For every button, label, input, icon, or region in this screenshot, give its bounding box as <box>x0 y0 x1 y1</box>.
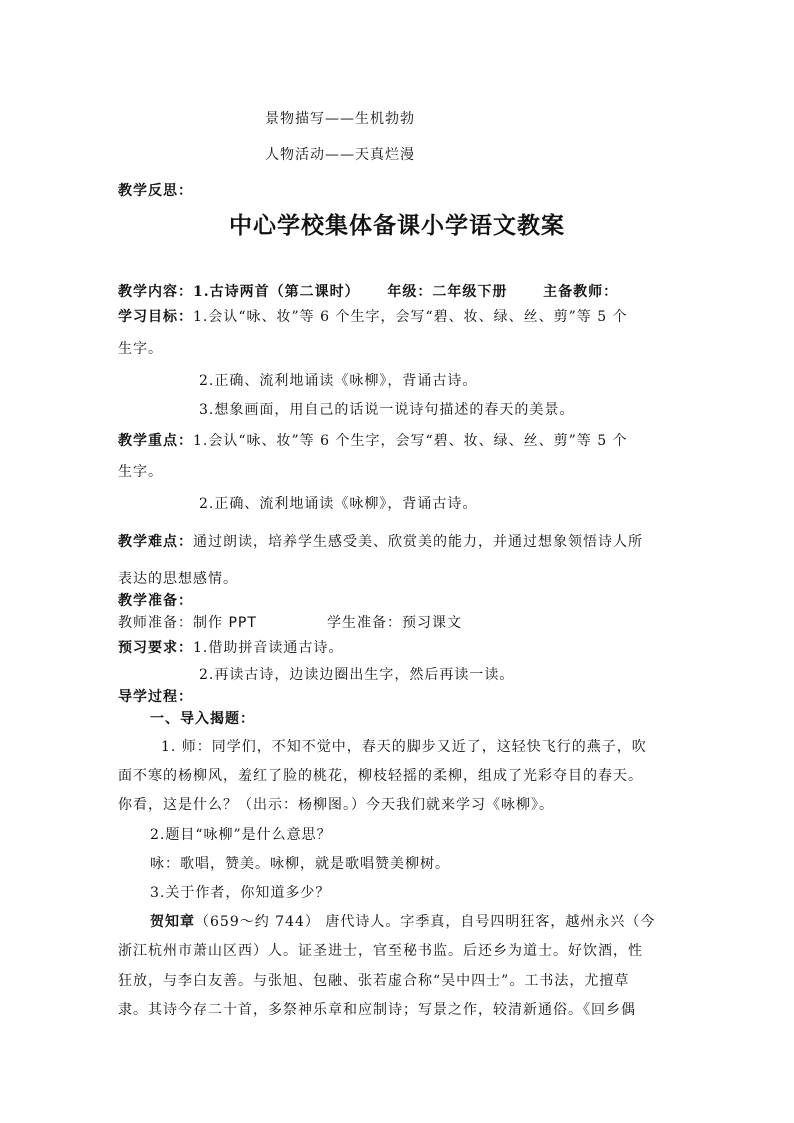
question-3: 3.关于作者，你知道多少？ <box>150 885 331 901</box>
page-title: 中心学校集体备课小学语文教案 <box>229 213 565 239</box>
author-name: 贺知章 <box>150 914 195 930</box>
key-point-1-cont: 生字。 <box>118 464 163 480</box>
goals-item-1-cont: 生字。 <box>118 341 163 357</box>
bio-text-1: （659～约 744） 唐代诗人。字季真，自号四明狂客，越州永兴（今 <box>195 914 656 930</box>
bio-line-1 <box>150 913 655 931</box>
preparation-row <box>118 614 257 632</box>
content-value: 1.古诗两首（第二课时） <box>193 284 360 300</box>
bio-line-3: 狂放，与李白友善。与张旭、包融、张若虚合称“吴中四士”。工书法，尤擅草 <box>118 973 630 989</box>
difficulty-label: 教学难点： <box>118 534 193 550</box>
top-line-1: 景物描写——生机勃勃 <box>265 111 415 127</box>
preview-item-2: 2.再读古诗，边读边圈出生字，然后再读一读。 <box>199 667 515 683</box>
key-point-2: 2.正确、流利地诵读《咏柳》，背诵古诗。 <box>199 496 478 512</box>
question-2: 2.题目“咏柳”是什么意思？ <box>150 827 332 843</box>
teacher-label: 主备教师： <box>543 284 619 300</box>
section-1-heading: 一、导入揭题： <box>150 711 255 727</box>
answer-2: 咏：歌唱，赞美。咏柳，就是歌唱赞美柳树。 <box>150 856 450 872</box>
top-line-2: 人物活动——天真烂漫 <box>265 147 415 163</box>
content-label: 教学内容： <box>118 284 193 300</box>
goals-label: 学习目标： <box>118 309 193 325</box>
difficulty-line-1 <box>118 533 643 551</box>
preview-line-1 <box>118 639 343 657</box>
bio-line-2: 浙江杭州市萧山区西）人。证圣进士，官至秘书监。后还乡为道士。好饮酒，性 <box>118 943 643 959</box>
grade-label: 年级： <box>387 284 433 300</box>
student-prep <box>327 614 462 632</box>
process-label: 导学过程： <box>118 689 193 705</box>
key-points-label: 教学重点： <box>118 433 193 449</box>
goals-line-1 <box>118 308 628 326</box>
teacher-prep-value: 制作 PPT <box>193 615 257 631</box>
goals-item-1: 1.会认“咏、妆”等 6 个生字，会写“碧、妆、绿、丝、剪”等 5 个 <box>193 309 628 325</box>
difficulty-text-1: 通过朗读，培养学生感受美、欣赏美的能力，并通过想象领悟诗人所 <box>193 534 643 550</box>
teacher-prep-label: 教师准备： <box>118 615 193 631</box>
difficulty-text-2: 表达的思想感情。 <box>118 571 238 587</box>
preview-label: 预习要求： <box>118 640 193 656</box>
goals-item-2: 2.正确、流利地诵读《咏柳》，背诵古诗。 <box>199 373 478 389</box>
preview-item-1: 1.借助拼音读通古诗。 <box>193 640 344 656</box>
preparation-label: 教学准备： <box>118 593 193 609</box>
reflection-label: 教学反思： <box>118 183 193 199</box>
header-row <box>118 283 618 301</box>
goals-item-3: 3.想象画面，用自己的话说一说诗句描述的春天的美景。 <box>199 402 575 418</box>
student-prep-label: 学生准备： <box>327 615 402 631</box>
key-points-line-1 <box>118 432 628 450</box>
bio-line-4: 隶。其诗今存二十首，多祭神乐章和应制诗；写景之作，较清新通俗。《回乡偶 <box>118 1002 636 1018</box>
paragraph-1-line-3: 你看，这是什么？（出示：杨柳图。）今天我们就来学习《咏柳》。 <box>118 797 554 813</box>
grade-value: 二年级下册 <box>432 284 508 300</box>
key-point-1: 1.会认“咏、妆”等 6 个生字，会写“碧、妆、绿、丝、剪”等 5 个 <box>193 433 628 449</box>
student-prep-value: 预习课文 <box>402 615 462 631</box>
paragraph-1-line-2: 面不寒的杨柳风，羞红了脸的桃花，柳枝轻摇的柔柳，组成了光彩夺目的春天。 <box>118 768 643 784</box>
paragraph-1-line-1: 1. 师：同学们，不知不觉中，春天的脚步又近了，这轻快飞行的燕子，吹 <box>161 739 647 755</box>
